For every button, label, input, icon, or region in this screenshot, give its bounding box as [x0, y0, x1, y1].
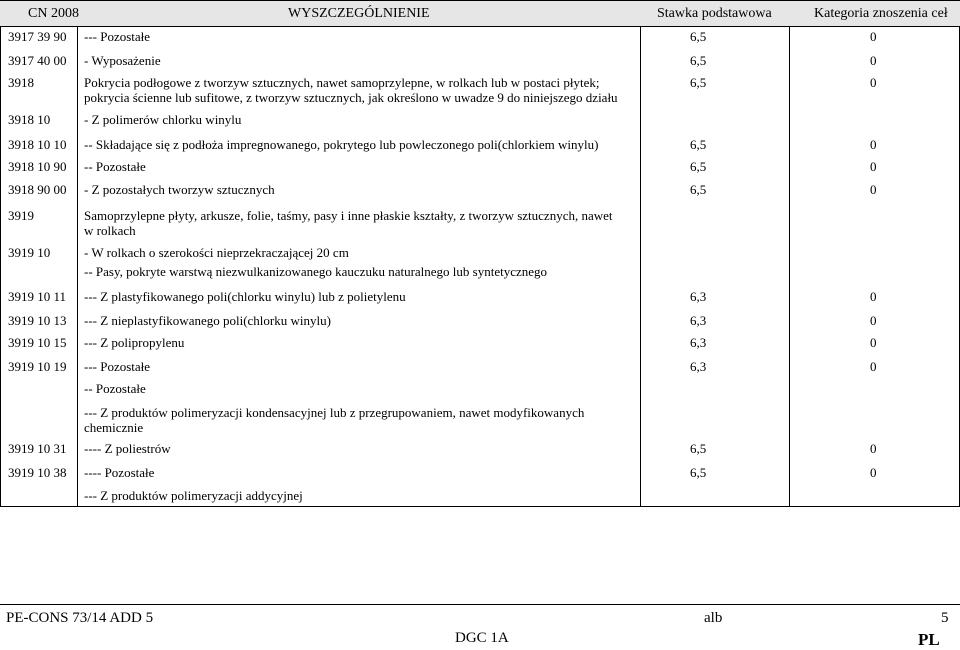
- row-description: --- Pozostałe: [84, 359, 151, 374]
- row-base-rate: 6,5: [690, 465, 707, 480]
- row-base-rate: 6,5: [690, 182, 707, 197]
- row-code: 3919 10 15: [8, 335, 67, 350]
- row-staging-category: 0: [870, 289, 877, 304]
- row-code: 3918 10: [8, 112, 51, 127]
- column-divider-desc: [640, 27, 641, 507]
- row-staging-category: 0: [870, 159, 877, 174]
- row-code: 3918 90 00: [8, 182, 67, 197]
- row-description: Samoprzylepne płyty, arkusze, folie, taśmy, pasy i inne płaskie kształty, z tworzyw sztucznych, nawet w rolkach: [84, 208, 613, 238]
- column-divider-rate: [789, 27, 790, 507]
- header-wyszczegolnienie: WYSZCZEGÓLNIENIE: [288, 6, 430, 21]
- row-staging-category: 0: [870, 313, 877, 328]
- row-description: ---- Pozostałe: [84, 465, 155, 480]
- table-border-bottom: [0, 506, 960, 507]
- row-base-rate: 6,3: [690, 289, 707, 304]
- row-base-rate: 6,3: [690, 313, 707, 328]
- row-staging-category: 0: [870, 29, 877, 44]
- footer-initials: alb: [704, 610, 723, 626]
- row-staging-category: 0: [870, 465, 877, 480]
- row-description: --- Z plastyfikowanego poli(chlorku winylu) lub z polietylenu: [84, 289, 406, 304]
- row-description: -- Pasy, pokryte warstwą niezwulkanizowanego kauczuku naturalnego lub syntetycznego: [84, 264, 548, 279]
- footer-dgc: DGC 1A: [455, 630, 509, 646]
- row-staging-category: 0: [870, 359, 877, 374]
- row-description: - Z polimerów chlorku winylu: [84, 112, 242, 127]
- row-description: ---- Z poliestrów: [84, 441, 171, 456]
- row-code: 3919 10 38: [8, 465, 67, 480]
- row-description: -- Składające się z podłoża impregnowanego, pokrytego lub powleczonego poli(chlorkiem winylu): [84, 137, 599, 152]
- row-staging-category: 0: [870, 182, 877, 197]
- row-code: 3919 10: [8, 245, 51, 260]
- row-staging-category: 0: [870, 441, 877, 456]
- row-base-rate: 6,5: [690, 53, 707, 68]
- header-cn-2008: CN 2008: [28, 6, 79, 21]
- row-description: - Z pozostałych tworzyw sztucznych: [84, 182, 275, 197]
- row-staging-category: 0: [870, 53, 877, 68]
- row-description: -- Pozostałe: [84, 159, 146, 174]
- page-footer: [0, 600, 960, 650]
- row-base-rate: 6,5: [690, 29, 707, 44]
- footer-page-number: 5: [941, 610, 949, 626]
- row-code: 3919 10 31: [8, 441, 67, 456]
- table-header: [0, 0, 960, 27]
- row-code: 3917 39 90: [8, 29, 67, 44]
- row-code: 3917 40 00: [8, 53, 67, 68]
- footer-reference: PE-CONS 73/14 ADD 5: [6, 610, 154, 626]
- header-kategoria: Kategoria znoszenia ceł: [814, 6, 948, 21]
- header-stawka: Stawka podstawowa: [657, 6, 772, 21]
- row-description: --- Z produktów polimeryzacji addycyjnej: [84, 488, 303, 503]
- column-divider-code: [77, 27, 78, 507]
- row-description: -- Pozostałe: [84, 381, 146, 396]
- row-description: Pokrycia podłogowe z tworzyw sztucznych, nawet samoprzylepne, w rolkach lub w postaci płytek; pokrycia ścienne lub sufitowe, z tworzyw sztucznych, jak określono w uwadze 9 do niniejszego działu: [84, 75, 618, 105]
- row-staging-category: 0: [870, 335, 877, 350]
- row-code: 3918: [8, 75, 34, 90]
- row-description: - W rolkach o szerokości nieprzekraczającej 20 cm: [84, 245, 349, 260]
- row-base-rate: 6,5: [690, 441, 707, 456]
- row-base-rate: 6,5: [690, 137, 707, 152]
- row-code: 3919 10 11: [8, 289, 67, 304]
- row-code: 3919: [8, 208, 34, 223]
- row-code: 3919 10 13: [8, 313, 67, 328]
- row-code: 3919 10 19: [8, 359, 67, 374]
- row-base-rate: 6,5: [690, 159, 707, 174]
- row-staging-category: 0: [870, 137, 877, 152]
- row-code: 3918 10 90: [8, 159, 67, 174]
- row-description: --- Z produktów polimeryzacji kondensacyjnej lub z przegrupowaniem, nawet modyfikowanych chemicznie: [84, 405, 585, 435]
- row-code: 3918 10 10: [8, 137, 67, 152]
- row-base-rate: 6,5: [690, 75, 707, 90]
- footer-language: PL: [918, 630, 940, 649]
- row-description: --- Pozostałe: [84, 29, 151, 44]
- row-description: --- Z nieplastyfikowanego poli(chlorku winylu): [84, 313, 331, 328]
- row-description: --- Z polipropylenu: [84, 335, 185, 350]
- row-staging-category: 0: [870, 75, 877, 90]
- row-description: - Wyposażenie: [84, 53, 161, 68]
- table-border-left: [0, 27, 1, 507]
- row-base-rate: 6,3: [690, 359, 707, 374]
- row-base-rate: 6,3: [690, 335, 707, 350]
